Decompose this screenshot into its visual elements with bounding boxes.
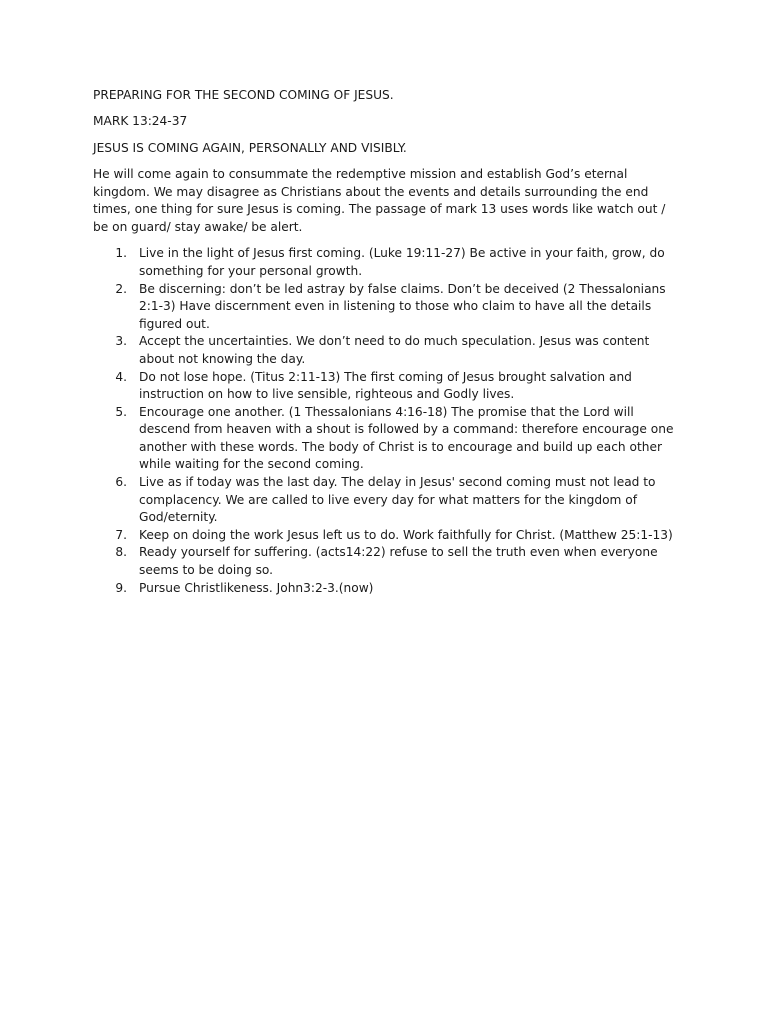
- list-item: [93, 281, 683, 334]
- list-item-text: Ready yourself for suffering. (acts14:22) refuse to sell the truth even when everyone seems to be doing so.: [139, 545, 658, 578]
- list-item-number: 3.: [115, 334, 127, 349]
- list-item-text: Encourage one another. (1 Thessalonians 4:16-18) The promise that the Lord will descend from heaven with a shout is followed by a command: therefore encourage one another with these words. The body of Christ is to encourage and build up each other while waiting for the second coming.: [139, 404, 674, 472]
- list-item-number: 6.: [115, 475, 127, 490]
- list-item-number: 9.: [115, 580, 127, 595]
- list-item-text: Be discerning: don’t be led astray by false claims. Don’t be deceived (2 Thessalonians 2:1-3) Have discernment even in listening to those who claim to have all the details figured out.: [139, 281, 666, 331]
- list-item-number: 5.: [115, 404, 127, 419]
- list-item-number: 4.: [115, 369, 127, 384]
- document-subtitle: JESUS IS COMING AGAIN, PERSONALLY AND VISIBLY.: [93, 140, 407, 155]
- list-item-text: Live in the light of Jesus first coming. (Luke 19:11-27) Be active in your faith, grow, do something for your personal growth.: [139, 246, 665, 278]
- list-item: [93, 333, 683, 368]
- scripture-reference: MARK 13:24-37: [93, 114, 188, 129]
- list-item: [93, 544, 683, 579]
- list-item-text: Accept the uncertainties. We don’t need to do much speculation. Jesus was content about not knowing the day.: [139, 334, 650, 366]
- list-item: [93, 474, 683, 527]
- list-item-number: 1.: [115, 246, 127, 261]
- list-item-number: 7.: [115, 527, 127, 542]
- list-item: [93, 580, 683, 598]
- numbered-list: [93, 245, 683, 597]
- list-item: [93, 245, 683, 280]
- document-title: PREPARING FOR THE SECOND COMING OF JESUS.: [93, 88, 394, 102]
- list-item-number: 2.: [115, 281, 127, 296]
- list-item-text: Keep on doing the work Jesus left us to do. Work faithfully for Christ. (Matthew 25:1-13): [139, 527, 673, 542]
- list-item-text: Pursue Christlikeness. John3:2-3.(now): [139, 580, 374, 595]
- list-item-text: Live as if today was the last day. The delay in Jesus' second coming must not lead to complacency. We are called to live every day for what matters for the kingdom of God/eternity.: [139, 475, 656, 525]
- list-item: [93, 404, 683, 474]
- list-item-number: 8.: [115, 545, 127, 560]
- intro-paragraph: He will come again to consummate the redemptive mission and establish God’s eternal kingdom. We may disagree as Christians about the events and details surrounding the end times, one thing for sure Jesus is coming. The passage of mark 13 uses words like watch out / be on guard/ stay awake/ be alert.: [93, 167, 666, 234]
- list-item: [93, 527, 683, 545]
- list-item-text: Do not lose hope. (Titus 2:11-13) The first coming of Jesus brought salvation and instruction on how to live sensible, righteous and Godly lives.: [139, 369, 632, 402]
- list-item: [93, 369, 683, 404]
- document-body: [93, 87, 683, 597]
